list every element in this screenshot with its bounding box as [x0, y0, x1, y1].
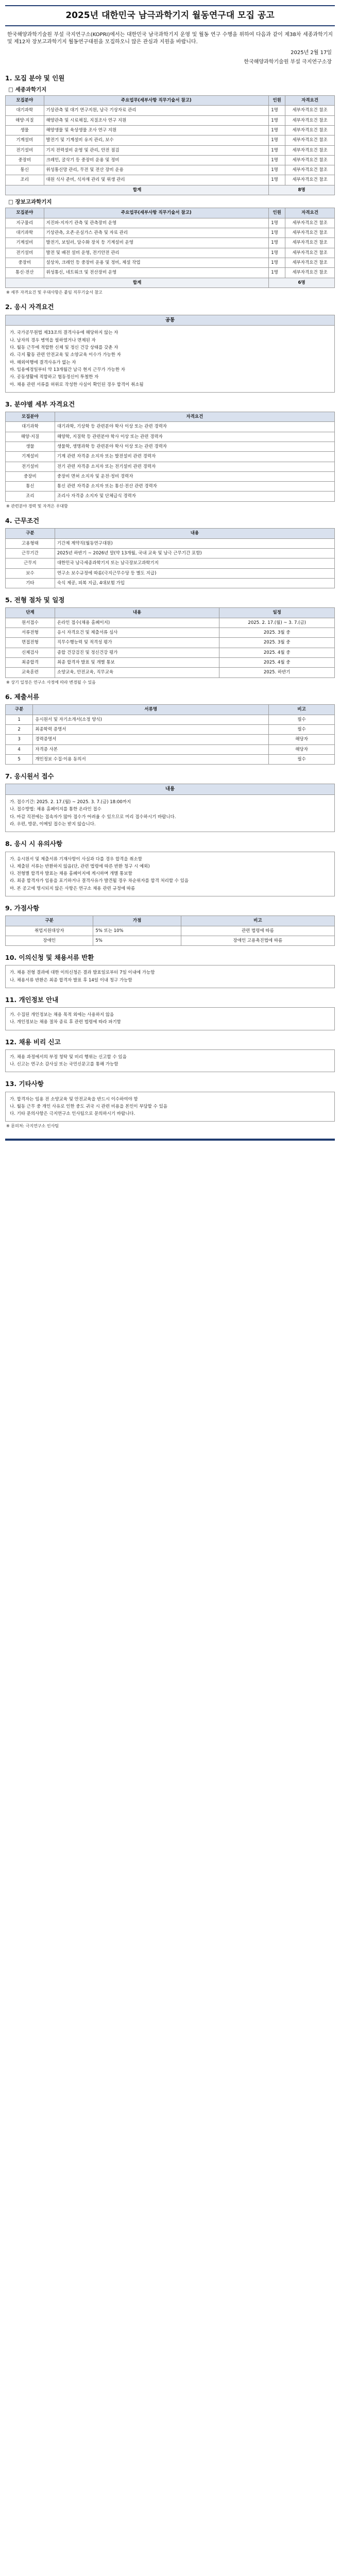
table-row [6, 462, 335, 471]
list-item: 바. 임용예정일부터 약 13개월간 남극 현지 근무가 가능한 자 [10, 367, 125, 372]
table-cell: 응시 자격요건 및 제출서류 심사 [55, 628, 219, 638]
section-6-title: 6. 제출서류 [5, 693, 40, 701]
table-cell: 해양·지질 [6, 432, 55, 442]
table-cell: 조리 [6, 492, 55, 501]
table-cell: 최종합격 [6, 658, 55, 668]
list-item: 가. 접수기간: 2025. 2. 17.(월) ~ 2025. 3. 7.(금) 18:00까지 [10, 800, 131, 805]
table-header-cell: 구분 [6, 916, 93, 926]
total-label: 합계 [6, 185, 269, 195]
sejong-subtitle: □ 세종과학기지 [8, 86, 47, 93]
table-cell: 고용형태 [6, 538, 55, 548]
list-item: 라. 최종 합격자가 임용을 포기하거나 결격사유가 발견될 경우 차순위자를 합격 처리할 수 있음 [10, 878, 189, 884]
table-header-cell: 구분 [6, 529, 55, 538]
table-cell: 1명 [269, 268, 285, 278]
list-item: 나. 제출된 서류는 반환하지 않음(단, 관련 법령에 따른 반환 청구 시 예외) [10, 863, 150, 869]
table-cell: 기계설비 [6, 135, 44, 145]
list-item: 사. 공동생활에 적합하고 협동정신이 투철한 자 [10, 375, 99, 380]
table-cell: 전기 관련 자격증 소지자 또는 전기설비 관련 경력자 [55, 462, 334, 471]
jangbogo-table [5, 208, 335, 288]
table-cell: 생물 [6, 125, 44, 135]
table-cell: 기상관측 및 대기 연구지원, 남극 기상자료 관리 [44, 106, 269, 115]
table-cell: 신체검사 [6, 648, 55, 657]
table-cell: 세부자격요건 참조 [285, 155, 335, 165]
table-cell: 장애인 [6, 936, 93, 945]
table-row [6, 238, 335, 248]
table-row [6, 735, 335, 744]
table-cell: 1명 [269, 135, 285, 145]
section-7-title: 7. 응시원서 접수 [5, 772, 54, 781]
table-total-row [6, 278, 335, 287]
intro-paragraph: 한국해양과학기술원 부설 극지연구소(KOPRI)에서는 대한민국 남극과학기지 운영 및 월동 연구 수행을 위하여 다음과 같이 제38차 세종과학기지 및 제12차 장보고과학기지 월동연구대원을 모집하오니 많은 관심과 지원을 바랍니다. [7, 31, 333, 45]
s2-box-header: 공통 [5, 315, 335, 326]
table-row [6, 754, 335, 764]
table-row [6, 175, 335, 185]
section-12-title: 12. 채용 비리 신고 [5, 1038, 61, 1046]
table-cell: 세부자격요건 참조 [285, 258, 335, 267]
list-item: 가. 응시원서 및 제출서류 기재사항이 사실과 다를 경우 합격을 취소함 [10, 856, 142, 862]
table-cell: 기계설비 [6, 452, 55, 462]
table-cell: 2025. 하반기 [219, 668, 335, 677]
table-row [6, 638, 335, 648]
table-cell: 1명 [269, 165, 285, 175]
table-cell: 기계설비 [6, 238, 44, 248]
table-cell: 5 [6, 754, 33, 764]
list-item: 가. 국가공무원법 제33조의 결격사유에 해당하지 않는 자 [10, 330, 118, 336]
table-header-cell: 자격요건 [285, 208, 335, 218]
table-row [6, 422, 335, 432]
s11-box [5, 1007, 335, 1030]
conditions-table [5, 528, 335, 588]
table-cell: 장애인 고용촉진법에 따름 [181, 936, 334, 945]
list-item: 라. 극지 활동 관련 안전교육 및 소양교육 이수가 가능한 자 [10, 352, 121, 358]
table-row [6, 658, 335, 668]
table-row [6, 482, 335, 492]
schedule-table [5, 607, 335, 677]
table-cell: 해양학, 지질학 등 관련분야 학사 이상 또는 관련 경력자 [55, 432, 334, 442]
table-cell: 최종학력 증명서 [33, 725, 269, 735]
table-row [6, 165, 335, 175]
table-cell: 원서접수 [6, 618, 55, 628]
table-cell: 1명 [269, 145, 285, 155]
table-cell: 전기설비 [6, 462, 55, 471]
table-cell: 보수 [6, 568, 55, 578]
table-cell: 필수 [269, 725, 335, 735]
table-row [6, 218, 335, 228]
table-cell: 2025. 3월 중 [219, 638, 335, 648]
table-row [6, 492, 335, 501]
qualification-table [5, 412, 335, 502]
table-row [6, 145, 335, 155]
table-header-cell: 모집분야 [6, 95, 44, 105]
s7-box [5, 794, 335, 832]
table-cell: 1명 [269, 218, 285, 228]
table-cell: 경력증명서 [33, 735, 269, 744]
section-8-title: 8. 응시 시 유의사항 [5, 840, 63, 848]
table-cell: 근무기간 [6, 549, 55, 558]
table-cell: 조리 [6, 175, 44, 185]
table-cell: 세부자격요건 참조 [285, 115, 335, 125]
table-header-cell: 주요업무(세부사항 직무기술서 참고) [44, 95, 269, 105]
table-cell: 자격증 사본 [33, 744, 269, 754]
table-cell: 중장비 [6, 155, 44, 165]
table-cell: 대기과학 [6, 422, 55, 432]
table-cell: 전기설비 [6, 145, 44, 155]
table-row [6, 668, 335, 677]
table-cell: 세부자격요건 참조 [285, 145, 335, 155]
list-item: 나. 채용서류 반환은 최종 합격자 발표 후 14일 이내 청구 가능함 [10, 977, 132, 983]
table-cell: 2025. 4월 중 [219, 658, 335, 668]
table-row [6, 106, 335, 115]
table-header-cell: 주요업무(세부사항 직무기술서 참고) [44, 208, 269, 218]
table-header-cell: 인원 [269, 208, 285, 218]
list-item: 라. 우편, 방문, 이메일 접수는 받지 않습니다. [10, 822, 96, 827]
table-cell: 5% 또는 10% [93, 926, 181, 936]
table-cell: 대원 식사 준비, 식자재 관리 및 위생 관리 [44, 175, 269, 185]
table-cell: 지진파·지자기 관측 및 관측장비 운영 [44, 218, 269, 228]
table-cell: 1명 [269, 106, 285, 115]
table-cell: 최종 합격자 발표 및 개별 통보 [55, 658, 219, 668]
table-header-cell: 모집분야 [6, 208, 44, 218]
section-1-title: 1. 모집 분야 및 인원 [5, 74, 65, 82]
table-cell: 응시원서 및 자기소개서(소정 양식) [33, 715, 269, 724]
jangbogo-note: ※ 세부 자격요건 및 우대사항은 붙임 직무기술서 참고 [6, 290, 103, 295]
table-cell: 필수 [269, 715, 335, 724]
s3-note: ※ 관련분야 경력 및 자격은 우대함 [6, 503, 68, 509]
table-row [6, 936, 335, 945]
table-cell: 통신·전산 [6, 268, 44, 278]
list-item: 아. 채용 관련 서류를 허위로 작성한 사실이 확인된 경우 합격이 취소됨 [10, 382, 144, 387]
table-cell: 1명 [269, 115, 285, 125]
table-cell: 생물학, 생명과학 등 관련분야 학사 이상 또는 관련 경력자 [55, 442, 334, 451]
table-cell: 2025년 하반기 ~ 2026년 말(약 13개월, 국내 교육 및 남극 근무기간 포함) [55, 549, 334, 558]
table-cell: 해양생물 및 육상생물 조사 연구 지원 [44, 125, 269, 135]
table-cell: 서류전형 [6, 628, 55, 638]
jangbogo-subtitle: □ 장보고과학기지 [8, 199, 52, 206]
table-header-cell: 구분 [6, 705, 33, 715]
table-row [6, 471, 335, 481]
table-cell: 세부자격요건 참조 [285, 248, 335, 258]
list-item: 가. 수집된 개인정보는 채용 목적 외에는 사용하지 않음 [10, 1012, 114, 1018]
table-cell: 연구소 보수규정에 따름(극지근무수당 등 별도 지급) [55, 568, 334, 578]
table-cell: 전기설비 [6, 248, 44, 258]
s2-box [5, 325, 335, 393]
table-header-cell: 내용 [55, 529, 334, 538]
table-cell: 종합 건강검진 및 정신건강 평가 [55, 648, 219, 657]
table-row [6, 926, 335, 936]
table-row [6, 568, 335, 578]
table-cell: 세부자격요건 참조 [285, 165, 335, 175]
table-cell: 1명 [269, 238, 285, 248]
table-cell: 세부자격요건 참조 [285, 238, 335, 248]
table-row [6, 579, 335, 588]
table-cell: 세부자격요건 참조 [285, 175, 335, 185]
table-row [6, 744, 335, 754]
total-label: 합계 [6, 278, 269, 287]
table-cell: 발전기, 보일러, 담수화 장치 등 기계설비 운영 [44, 238, 269, 248]
list-item: 마. 본 공고에 명시되지 않은 사항은 연구소 채용 관련 규정에 따름 [10, 886, 135, 891]
list-item: 다. 기타 문의사항은 극지연구소 인사팀으로 문의하시기 바랍니다. [10, 1111, 135, 1117]
table-cell: 중장비 [6, 471, 55, 481]
table-row [6, 248, 335, 258]
table-cell: 세부자격요건 참조 [285, 135, 335, 145]
table-row [6, 725, 335, 735]
table-row [6, 648, 335, 657]
table-cell: 기상관측, 오존·온실가스 관측 및 자료 관리 [44, 228, 269, 238]
table-row [6, 549, 335, 558]
table-row [6, 452, 335, 462]
section-5-title: 5. 전형 절차 및 일정 [5, 596, 65, 604]
table-cell: 1명 [269, 155, 285, 165]
recruitment-notice [5, 0, 335, 1141]
footer-rule [5, 1139, 335, 1141]
table-row [6, 125, 335, 135]
table-cell: 통신 [6, 482, 55, 492]
list-item: 나. 개인정보는 채용 절차 종료 후 관련 법령에 따라 파기함 [10, 1020, 121, 1025]
list-item: 가. 채용 전형 결과에 대한 이의신청은 결과 발표일로부터 7일 이내에 가능함 [10, 970, 155, 976]
table-cell: 4 [6, 744, 33, 754]
table-cell: 조리사 자격증 소지자 및 단체급식 경력자 [55, 492, 334, 501]
table-cell: 1명 [269, 258, 285, 267]
s12-box [5, 1049, 335, 1073]
list-item: 나. 월동 근무 중 개인 사유로 인한 중도 귀국 시 관련 비용을 본인이 부담할 수 있음 [10, 1104, 167, 1109]
table-header-cell: 비고 [181, 916, 334, 926]
section-13-title: 13. 기타사항 [5, 1080, 44, 1088]
table-cell: 기계 관련 자격증 소지자 또는 발전설비 관련 경력자 [55, 452, 334, 462]
list-item: 가. 채용 과정에서의 부정 청탁 및 비리 행위는 신고할 수 있음 [10, 1054, 127, 1060]
table-row [6, 258, 335, 267]
table-cell: 1 [6, 715, 33, 724]
s13-box [5, 1092, 335, 1122]
s8-box [5, 852, 335, 897]
table-cell: 생물 [6, 442, 55, 451]
table-cell: 발전 및 배전 설비 운영, 전기안전 관리 [44, 248, 269, 258]
table-cell: 대기과학, 기상학 등 관련분야 학사 이상 또는 관련 경력자 [55, 422, 334, 432]
table-header-cell: 내용 [55, 608, 219, 618]
section-2-title: 2. 응시 자격요건 [5, 303, 54, 311]
table-cell: 1명 [269, 175, 285, 185]
table-row [6, 115, 335, 125]
table-header-cell: 인원 [269, 95, 285, 105]
table-cell: 대기과학 [6, 106, 44, 115]
table-total-row [6, 185, 335, 195]
table-cell: 발전기 및 기계설비 유지 관리, 보수 [44, 135, 269, 145]
list-item: 나. 접수방법: 채용 홈페이지를 통한 온라인 접수 [10, 807, 101, 812]
table-row [6, 432, 335, 442]
table-row [6, 268, 335, 278]
table-cell: 취업지원대상자 [6, 926, 93, 936]
table-row [6, 715, 335, 724]
table-cell: 위성통신망 관리, 무전 및 전산 장비 운용 [44, 165, 269, 175]
issuing-org: 한국해양과학기술원 부설 극지연구소장 [244, 59, 332, 65]
page-title: 2025년 대한민국 남극과학기지 월동연구대 모집 공고 [5, 5, 335, 26]
table-cell: 필수 [269, 754, 335, 764]
table-row [6, 628, 335, 638]
table-cell: 기타 [6, 579, 55, 588]
table-cell: 세부자격요건 참조 [285, 228, 335, 238]
section-9-title: 9. 가점사항 [5, 904, 40, 912]
table-cell: 세부자격요건 참조 [285, 268, 335, 278]
list-item: 나. 신고는 연구소 감사실 또는 국민신문고를 통해 가능함 [10, 1062, 118, 1067]
table-cell: 중장비 [6, 258, 44, 267]
documents-table [5, 704, 335, 765]
table-cell: 중장비 면허 소지자 및 운전·정비 경력자 [55, 471, 334, 481]
table-cell: 1명 [269, 125, 285, 135]
table-cell: 2025. 3월 중 [219, 628, 335, 638]
table-cell: 해당자 [269, 744, 335, 754]
table-cell: 통신 [6, 165, 44, 175]
table-row [6, 155, 335, 165]
table-cell: 소양교육, 안전교육, 직무교육 [55, 668, 219, 677]
list-item: 다. 마감 직전에는 접속자가 많아 접수가 어려울 수 있으므로 미리 접수하시기 바랍니다. [10, 814, 176, 820]
table-header-cell: 가점 [93, 916, 181, 926]
list-item: 가. 합격자는 임용 전 소양교육 및 안전교육을 반드시 이수하여야 함 [10, 1096, 138, 1102]
table-cell: 1명 [269, 248, 285, 258]
table-cell: 2025. 2. 17.(월) ~ 3. 7.(금) [219, 618, 335, 628]
table-cell: 교육훈련 [6, 668, 55, 677]
table-cell: 해양관측 및 시료채집, 지질조사 연구 지원 [44, 115, 269, 125]
table-cell: 해당자 [269, 735, 335, 744]
table-cell: 온라인 접수(채용 홈페이지) [55, 618, 219, 628]
list-item: 나. 남자의 경우 병역을 필하였거나 면제된 자 [10, 337, 96, 343]
table-cell: 직무수행능력 및 적격성 평가 [55, 638, 219, 648]
table-header-cell: 모집분야 [6, 412, 55, 421]
table-cell: 대기과학 [6, 228, 44, 238]
s10-box [5, 965, 335, 988]
table-row [6, 618, 335, 628]
table-cell: 3 [6, 735, 33, 744]
section-4-title: 4. 근무조건 [5, 517, 40, 525]
table-cell: 1명 [269, 228, 285, 238]
table-cell: 2 [6, 725, 33, 735]
table-row [6, 538, 335, 548]
table-cell: 크레인, 굴삭기 등 중장비 운용 및 정비 [44, 155, 269, 165]
table-row [6, 558, 335, 568]
table-header-cell: 자격요건 [55, 412, 334, 421]
table-header-cell: 서류명 [33, 705, 269, 715]
table-cell: 세부자격요건 참조 [285, 218, 335, 228]
table-cell: 기지 전력설비 운영 및 관리, 안전 점검 [44, 145, 269, 155]
table-cell: 2025. 4월 중 [219, 648, 335, 657]
table-cell: 숙식 제공, 피복 지급, 4대보험 가입 [55, 579, 334, 588]
table-cell: 세부자격요건 참조 [285, 106, 335, 115]
contact-note: ※ 문의처: 극지연구소 인사팀 [6, 1124, 59, 1129]
total-value: 6명 [269, 278, 335, 287]
list-item: 마. 해외여행에 결격사유가 없는 자 [10, 360, 76, 365]
table-cell: 개인정보 수집·이용 동의서 [33, 754, 269, 764]
s5-note: ※ 상기 일정은 연구소 사정에 따라 변경될 수 있음 [6, 680, 96, 685]
table-cell: 기간제 계약직(월동연구대원) [55, 538, 334, 548]
bonus-table [5, 916, 335, 946]
sejong-table [5, 95, 335, 195]
table-header-cell: 비고 [269, 705, 335, 715]
table-cell: 관련 법령에 따름 [181, 926, 334, 936]
table-cell: 지구물리 [6, 218, 44, 228]
s7-box-header: 내용 [5, 784, 335, 794]
list-item: 다. 월동 근무에 적합한 신체 및 정신 건강 상태를 갖춘 자 [10, 345, 118, 350]
table-cell: 5% [93, 936, 181, 945]
total-value: 8명 [269, 185, 335, 195]
section-3-title: 3. 분야별 세부 자격요건 [5, 400, 75, 408]
table-row [6, 442, 335, 451]
section-10-title: 10. 이의신청 및 채용서류 반환 [5, 954, 94, 962]
table-row [6, 228, 335, 238]
table-cell: 해양·지질 [6, 115, 44, 125]
table-header-cell: 일정 [219, 608, 335, 618]
table-cell: 세부자격요건 참조 [285, 125, 335, 135]
list-item: 다. 전형별 합격자 발표는 채용 홈페이지에 게시하며 개별 통보함 [10, 871, 132, 877]
table-header-cell: 자격요건 [285, 95, 335, 105]
table-header-cell: 단계 [6, 608, 55, 618]
notice-date: 2025년 2월 17일 [291, 49, 332, 56]
table-cell: 위성통신, 네트워크 및 전산장비 운영 [44, 268, 269, 278]
table-cell: 근무지 [6, 558, 55, 568]
section-11-title: 11. 개인정보 안내 [5, 995, 59, 1004]
table-cell: 통신 관련 자격증 소지자 또는 통신·전산 관련 경력자 [55, 482, 334, 492]
table-cell: 면접전형 [6, 638, 55, 648]
table-row [6, 135, 335, 145]
table-cell: 설상차, 크레인 등 중장비 운용 및 정비, 제설 작업 [44, 258, 269, 267]
table-cell: 대한민국 남극세종과학기지 또는 남극장보고과학기지 [55, 558, 334, 568]
